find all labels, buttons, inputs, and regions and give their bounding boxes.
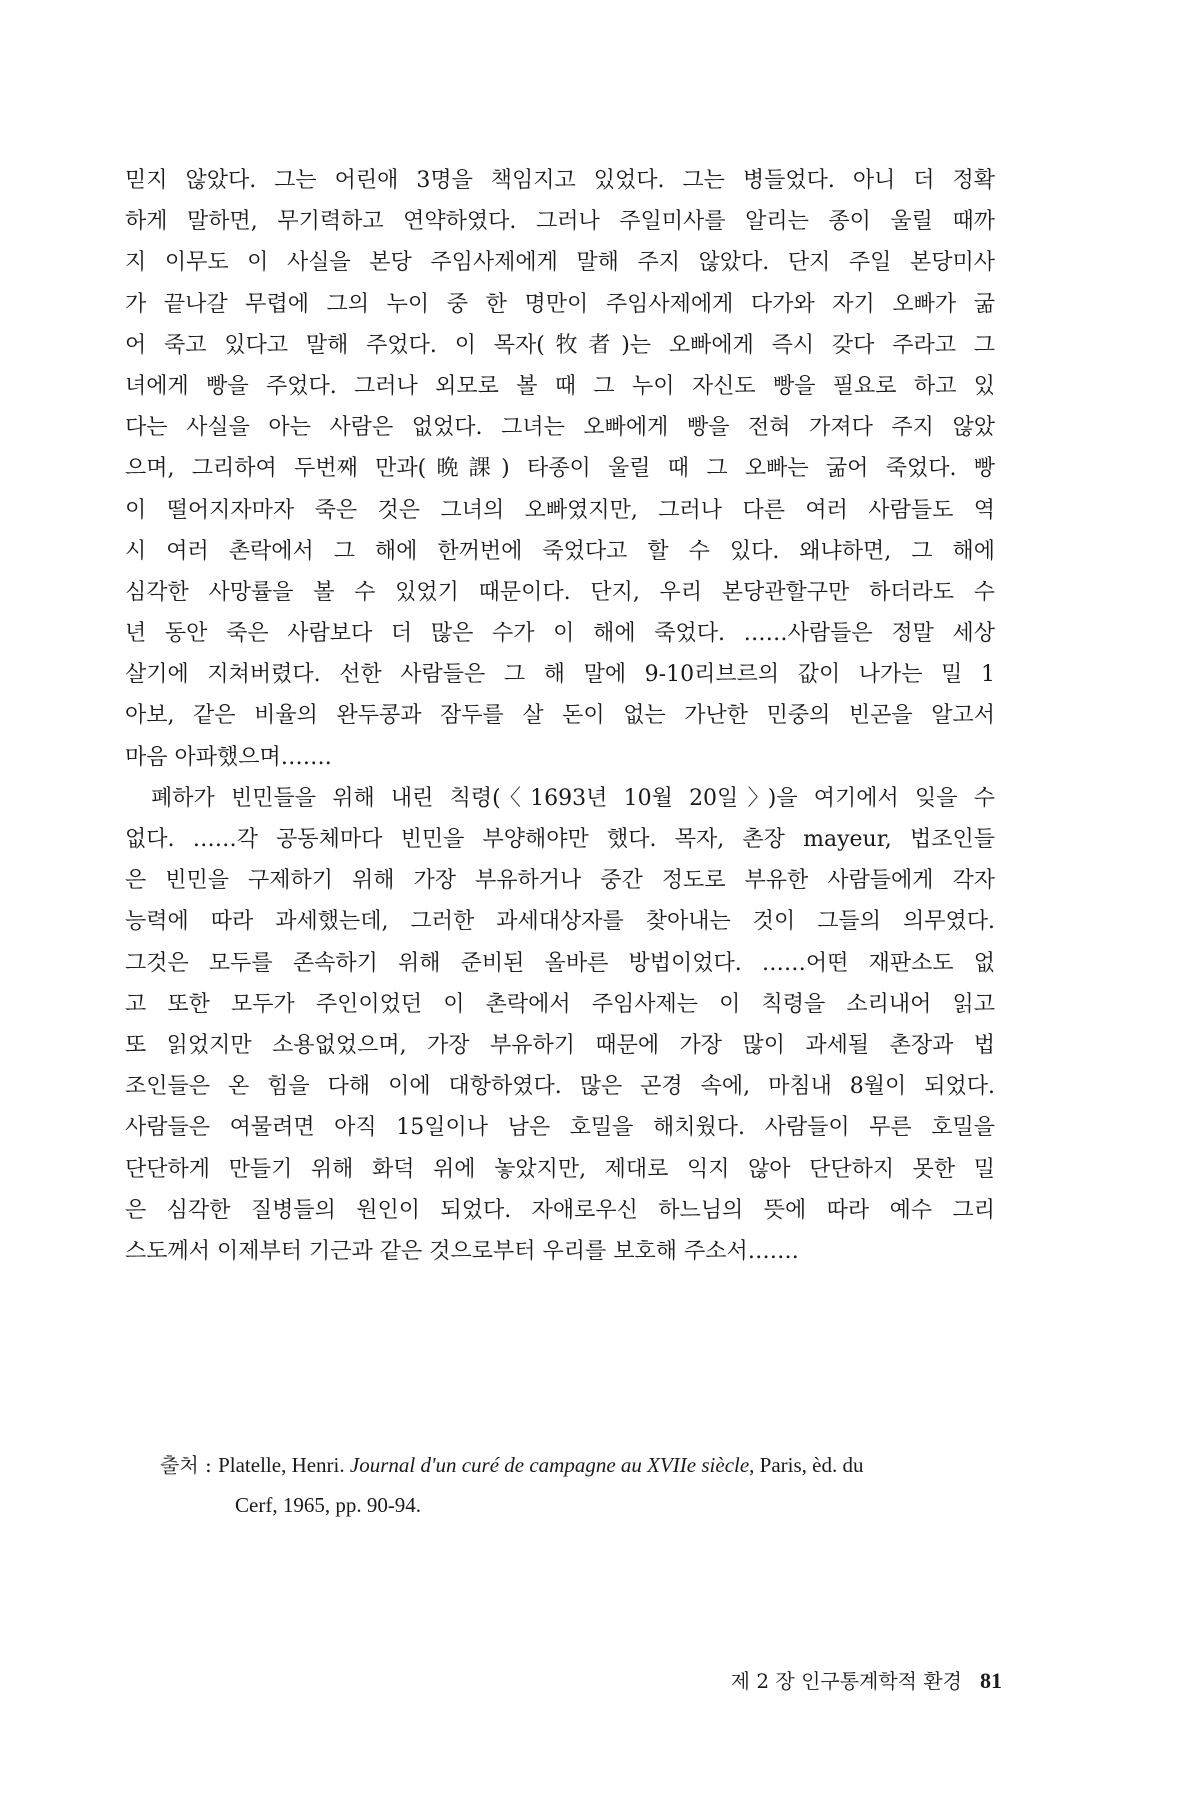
source-citation (160, 1445, 1000, 1525)
text-line: 조인들은 온 힘을 다해 이에 대항하였다. 많은 곤경 속에, 마침내 8월이 되었다. (125, 1074, 995, 1100)
text-line: 은 빈민을 구제하기 위해 가장 부유하거나 중간 정도로 부유한 사람들에게 각자 (125, 868, 995, 894)
text-line: 어 죽고 있다고 말해 주었다. 이 목자(牧者)는 오빠에게 즉시 갖다 주라고 그 (125, 332, 995, 358)
citation-author: Platelle, Henri. (218, 1453, 350, 1477)
text-line: 없다. ……각 공동체마다 빈민을 부양해야만 했다. 목자, 촌장 mayeur, 법조인들 (125, 827, 995, 852)
citation-title: Journal d'un curé de campagne au XVIIe siècle (349, 1453, 750, 1477)
citation-place: , Paris, èd. du (749, 1453, 864, 1477)
body-text (125, 160, 995, 1272)
chapter-title: 제 2 장 인구통계학적 환경 (730, 1669, 962, 1693)
text-line: 심각한 사망률을 볼 수 있었기 때문이다. 단지, 우리 본당관할구만 하더라도 수 (125, 579, 995, 605)
text-line: 사람들은 여물려면 아직 15일이나 남은 호밀을 해치웠다. 사람들이 무른 호밀을 (125, 1115, 995, 1141)
text-line: 가 끝나갈 무렵에 그의 누이 중 한 명만이 주임사제에게 다가와 자기 오빠가 굶 (125, 291, 995, 317)
citation-line-2: Cerf, 1965, pp. 90-94. (235, 1493, 422, 1517)
page-number: 81 (980, 1668, 1002, 1693)
text-line: 시 여러 촌락에서 그 해에 한꺼번에 죽었다고 할 수 있다. 왜냐하면, 그 해에 (125, 538, 995, 564)
text-line: 이 떨어지자마자 죽은 것은 그녀의 오빠였지만, 그러나 다른 여러 사람들도 역 (125, 497, 995, 523)
text-line: 또 읽었지만 소용없었으며, 가장 부유하기 때문에 가장 많이 과세될 촌장과 법 (125, 1032, 995, 1058)
text-line: 스도께서 이제부터 기근과 같은 것으로부터 우리를 보호해 주소서……. (125, 1238, 799, 1264)
citation-line (160, 1445, 1000, 1485)
text-line: 으며, 그리하여 두번째 만과(晩課) 타종이 울릴 때 그 오빠는 굶어 죽었다. 빵 (125, 456, 995, 482)
text-line: 단단하게 만들기 위해 화덕 위에 놓았지만, 제대로 익지 않아 단단하지 못한 밀 (125, 1156, 995, 1182)
text-line: 지 이무도 이 사실을 본당 주임사제에게 말해 주지 않았다. 단지 주일 본당미사 (125, 250, 995, 276)
text-line: 다는 사실을 아는 사람은 없었다. 그녀는 오빠에게 빵을 전혀 가져다 주지 않았 (125, 415, 995, 441)
text-line: 살기에 지쳐버렸다. 선한 사람들은 그 해 말에 9-10리브르의 값이 나가는 밀 1 (125, 662, 995, 688)
text-line: 은 심각한 질병들의 원인이 되었다. 자애로우신 하느님의 뜻에 따라 예수 그리 (125, 1197, 995, 1223)
paragraph-first-line: 폐하가 빈민들을 위해 내린 칙령(〈1693년 10월 20일〉)을 여기에서 잊을 수 (151, 785, 995, 811)
text-line: 마음 아파했으며……. (125, 744, 332, 770)
text-line: 년 동안 죽은 사람보다 더 많은 수가 이 해에 죽었다. ……사람들은 정말 세상 (125, 621, 995, 647)
text-line: 고 또한 모두가 주인이었던 이 촌락에서 주임사제는 이 칙령을 소리내어 읽고 (125, 991, 995, 1017)
text-line: 아보, 같은 비율의 완두콩과 잠두를 살 돈이 없는 가난한 민중의 빈곤을 알고서 (125, 703, 995, 729)
text-line: 능력에 따라 과세했는데, 그러한 과세대상자를 찾아내는 것이 그들의 의무였다. (125, 909, 995, 935)
text-line: 녀에게 빵을 주었다. 그러나 외모로 볼 때 그 누이 자신도 빵을 필요로 하고 있 (125, 373, 995, 399)
text-line: 하게 말하면, 무기력하고 연약하였다. 그러나 주일미사를 알리는 종이 울릴 때까 (125, 209, 995, 235)
text-line: 믿지 않았다. 그는 어린애 3명을 책임지고 있었다. 그는 병들었다. 아니 더 정확 (125, 168, 995, 193)
text-line: 그것은 모두를 존속하기 위해 준비된 올바른 방법이었다. ……어떤 재판소도 없 (125, 950, 995, 976)
citation-label: 출처 : (160, 1453, 219, 1477)
running-footer (731, 1665, 1002, 1694)
